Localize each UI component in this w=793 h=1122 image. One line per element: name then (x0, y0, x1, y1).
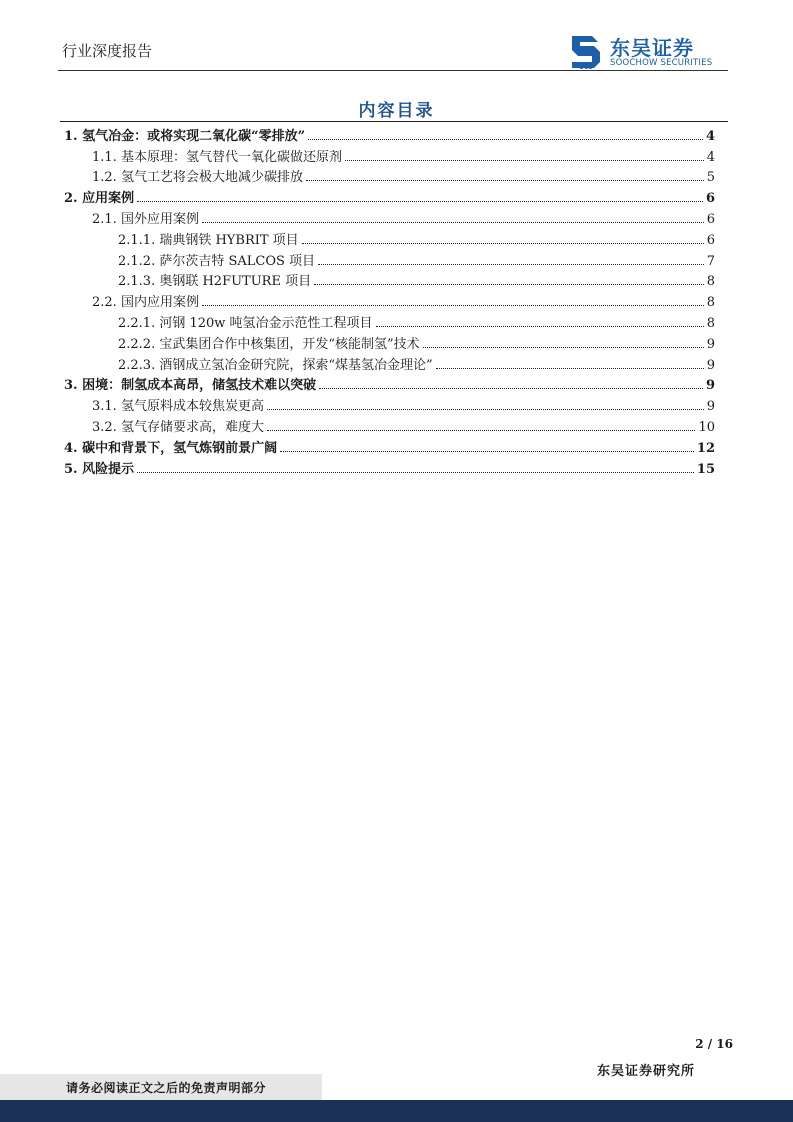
toc-leader (376, 326, 704, 327)
toc-entry[interactable] (60, 185, 715, 206)
toc-entry[interactable] (60, 435, 715, 456)
toc-leader (267, 430, 696, 431)
toc-leader (318, 264, 704, 265)
toc-entry-page: 4 (705, 128, 715, 144)
toc-leader (137, 472, 694, 473)
toc-entry[interactable] (60, 352, 715, 373)
toc-entry[interactable] (60, 227, 715, 248)
toc-entry-page: 9 (706, 357, 715, 373)
brand-name: 东吴证券 (610, 36, 694, 60)
toc-entry[interactable] (60, 123, 715, 144)
toc-entry[interactable] (60, 414, 715, 435)
toc-leader (314, 284, 704, 285)
disclaimer-box (0, 1074, 322, 1100)
toc-entry[interactable] (60, 393, 715, 414)
toc-leader (202, 222, 704, 223)
toc-entry-page: 8 (706, 315, 715, 331)
toc-leader (202, 305, 704, 306)
toc-entry-page: 6 (706, 211, 715, 227)
toc-entry-text: 2.1.3. 奥钢联 H2FUTURE 项目 (118, 274, 312, 290)
toc-entry[interactable] (60, 144, 715, 165)
toc-entry-page: 8 (706, 295, 715, 311)
footer-bar (0, 1100, 793, 1122)
footer-org-name: 东吴证券研究所 (596, 1064, 695, 1079)
toc-leader (308, 139, 703, 140)
toc-entry-text: 2.2.1. 河钢 120w 吨氢冶金示范性工程项目 (118, 315, 373, 331)
toc-entry-text: 1. 氢气冶金：或将实现二氧化碳“零排放” (64, 128, 306, 144)
header-divider (58, 70, 728, 71)
toc-entry-page: 9 (706, 399, 715, 415)
toc-entry[interactable] (60, 248, 715, 269)
toc-entry[interactable] (60, 269, 715, 290)
toc-entry-text: 5. 风险提示 (64, 461, 135, 477)
page-number: 2 / 16 (695, 1037, 733, 1051)
toc-entry-text: 3.2. 氢气存储要求高，难度大 (92, 419, 264, 435)
toc-leader (267, 409, 704, 410)
toc-entry[interactable] (60, 373, 715, 394)
brand-mark-text: SCS (579, 64, 593, 70)
brand-name-en: SOOCHOW SECURITIES (610, 58, 713, 68)
toc-entry-text: 4. 碳中和背景下，氢气炼钢前景广阔 (64, 440, 278, 456)
toc-leader (137, 201, 703, 202)
toc-entry[interactable] (60, 331, 715, 352)
toc-leader (423, 347, 704, 348)
toc-entry-text: 2. 应用案例 (64, 191, 135, 207)
toc-entry-page: 6 (705, 191, 715, 207)
toc-leader (306, 180, 704, 181)
toc-entry[interactable] (60, 310, 715, 331)
toc-entry-page: 8 (706, 274, 715, 290)
brand-mark-icon (568, 32, 604, 70)
toc-entry-page: 12 (696, 440, 715, 456)
toc-entry-text: 2.1.1. 瑞典钢铁 HYBRIT 项目 (118, 232, 299, 248)
toc-entry[interactable] (60, 165, 715, 186)
toc-leader (280, 451, 694, 452)
toc-leader (345, 160, 704, 161)
toc-leader (436, 368, 704, 369)
toc-leader (319, 388, 703, 389)
toc-entry-page: 6 (706, 232, 715, 248)
disclaimer-text: 请务必阅读正文之后的免责声明部分 (66, 1081, 267, 1095)
toc-entry-text: 2.1. 国外应用案例 (92, 211, 199, 227)
toc-entry-text: 3. 困境：制氢成本高昂，储氢技术难以突破 (64, 378, 317, 394)
toc-entry[interactable] (60, 456, 715, 477)
toc-entry-page: 4 (706, 149, 715, 165)
toc-entry-text: 2.2.3. 酒钢成立氢冶金研究院，探索“煤基氢冶金理论” (118, 357, 433, 373)
toc-entry-page: 10 (698, 419, 715, 435)
toc-entry[interactable] (60, 206, 715, 227)
table-of-contents (60, 123, 715, 477)
toc-entry-page: 9 (706, 336, 715, 352)
toc-entry[interactable] (60, 289, 715, 310)
toc-entry-page: 15 (696, 461, 715, 477)
toc-entry-text: 1.1. 基本原理：氢气替代一氧化碳做还原剂 (92, 149, 342, 165)
brand-logo (568, 32, 733, 72)
toc-entry-page: 5 (706, 170, 715, 186)
toc-entry-page: 9 (705, 378, 715, 394)
toc-entry-text: 2.1.2. 萨尔茨吉特 SALCOS 项目 (118, 253, 316, 269)
toc-top-rule (60, 121, 728, 122)
toc-leader (302, 243, 704, 244)
report-category: 行业深度报告 (62, 42, 153, 60)
toc-entry-text: 1.2. 氢气工艺将会极大地减少碳排放 (92, 170, 303, 186)
toc-title: 内容目录 (358, 101, 435, 121)
toc-entry-page: 7 (706, 253, 715, 269)
toc-entry-text: 2.2.2. 宝武集团合作中核集团，开发“核能制氢”技术 (118, 336, 420, 352)
toc-entry-text: 3.1. 氢气原料成本较焦炭更高 (92, 399, 264, 415)
toc-entry-text: 2.2. 国内应用案例 (92, 295, 199, 311)
